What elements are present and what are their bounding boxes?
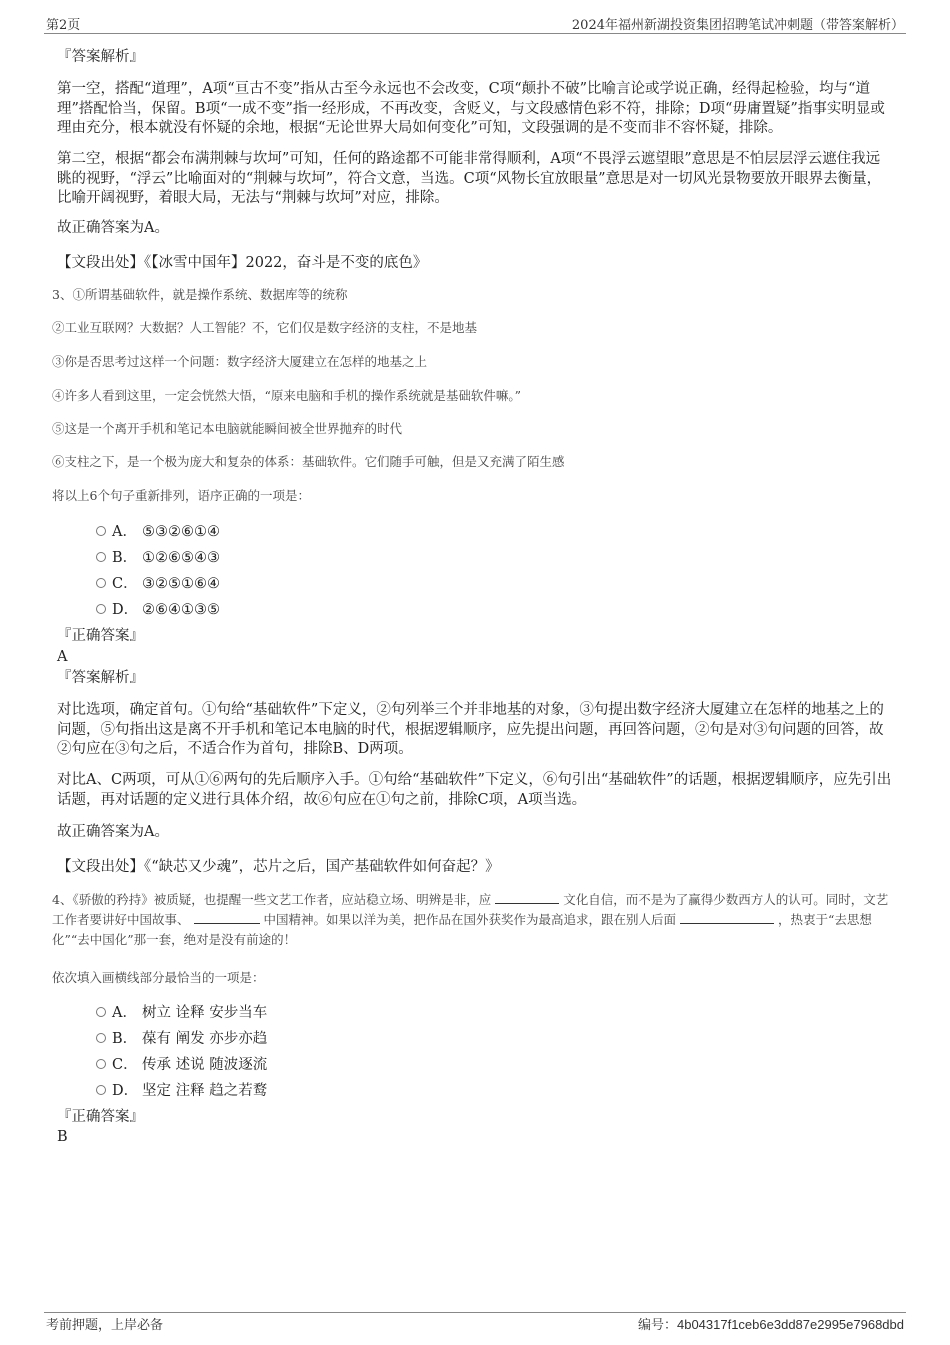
conclusion: 故正确答案为A。	[57, 220, 169, 236]
analysis-paragraph: 第一空，搭配“道理”，A项“亘古不变”指从古至今永远也不会改变，C项“颠扑不破”比喻言论或学说正确，经得起检验，均与“道理”搭配恰当，保留。B项“一成不变”指一经形成，不再改变，含贬义，与文段感情色彩不符，排除；D项“毋庸置疑”指事实明显或理由充分，根本就没有怀疑的余地，根据“无论世界大局如何变化”可知，文段强调的是不变而非不容怀疑，排除。	[57, 81, 885, 136]
option-a[interactable]: A． 树立 诠释 安步当车	[96, 1003, 267, 1023]
fill-blank	[680, 911, 774, 924]
analysis-paragraph: 第二空，根据“都会布满荆棘与坎坷”可知，任何的路途都不可能非常得顺利，A项“不畏浮云遮望眼”意思是不怕层层浮云遮住我远眺的视野，“浮云”比喻面对的“荆棘与坎坷”，符合文意，当选。C项“风物长宜放眼量”意思是对一切风光景物要放开眼界去衡量，比喻开阔视野，着眼大局，无法与“荆棘与坎坷”对应，排除。	[57, 151, 882, 206]
question-sentence: ⑤这是一个离开手机和笔记本电脑就能瞬间被全世界抛弃的时代	[52, 421, 403, 436]
radio-icon[interactable]	[96, 1033, 106, 1043]
answer-label: 『正确答案』	[57, 1109, 144, 1125]
question-stem: 4、《骄傲的矜持》被质疑，也提醒一些文艺工作者，应站稳立场、明辨是非，应 文化自信，而不是为了赢得少数西方人的认可。同时，文艺工作者要讲好中国故事、 中国精神。如果以洋为美，把作品在国外获奖作为最高追求，跟在别人后面 ，热衷于“去思想化”“去中国化”那一套，绝对是没有前途的！	[52, 892, 889, 947]
document-title: 2024年福州新湖投资集团招聘笔试冲刺题（带答案解析）	[571, 18, 904, 33]
radio-icon[interactable]	[96, 578, 106, 588]
page-number: 第2页	[46, 18, 81, 33]
question-sentence: ④许多人看到这里，一定会恍然大悟，“原来电脑和手机的操作系统就是基础软件嘛。”	[52, 388, 522, 403]
question-prompt: 将以上6个句子重新排列，语序正确的一项是：	[52, 488, 310, 503]
answer-value: B	[57, 1129, 68, 1145]
footer-slogan: 考前押题，上岸必备	[46, 1318, 164, 1333]
conclusion: 故正确答案为A。	[57, 824, 169, 840]
option-b[interactable]: B． ①②⑥⑤④③	[96, 548, 220, 568]
option-b[interactable]: B． 葆有 阐发 亦步亦趋	[96, 1029, 267, 1049]
answer-label: 『正确答案』	[57, 628, 144, 644]
option-c[interactable]: C． ③②⑤①⑥④	[96, 574, 220, 594]
option-c[interactable]: C． 传承 述说 随波逐流	[96, 1055, 267, 1075]
question-sentence: ⑥支柱之下，是一个极为庞大和复杂的体系：基础软件。它们随手可触，但是又充满了陌生感	[52, 454, 565, 469]
source-citation: 【文段出处】《“缺芯又少魂”，芯片之后，国产基础软件如何奋起？》	[57, 859, 500, 875]
analysis-paragraph: 对比A、C两项，可从①⑥两句的先后顺序入手。①句给“基础软件”下定义，⑥句引出“基础软件”的话题，根据逻辑顺序，应先引出话题，再对话题的定义进行具体介绍，故⑥句应在①句之前，排除C项，A项当选。	[57, 772, 892, 808]
footer-divider	[44, 1312, 906, 1313]
analysis-paragraph: 对比选项，确定首句。①句给“基础软件”下定义，②句列举三个并非地基的对象，③句提出数字经济大厦建立在怎样的地基之上的问题，⑤句指出这是离不开手机和笔记本电脑的时代，根据逻辑顺序，应先提出问题，再回答问题，②句是对③句问题的回答，故②句应在③句之后，不适合作为首句，排除B、D两项。	[57, 702, 884, 757]
fill-blank	[194, 911, 260, 924]
question-sentence: ②工业互联网？大数据？人工智能？不，它们仅是数字经济的支柱，不是地基	[52, 320, 478, 335]
option-d[interactable]: D． ②⑥④①③⑤	[96, 600, 220, 620]
analysis-label: 『答案解析』	[57, 49, 144, 65]
question-sentence: ③你是否思考过这样一个问题：数字经济大厦建立在怎样的地基之上	[52, 354, 428, 369]
radio-icon[interactable]	[96, 604, 106, 614]
fill-blank	[495, 891, 559, 904]
radio-icon[interactable]	[96, 552, 106, 562]
radio-icon[interactable]	[96, 1059, 106, 1069]
answer-value: A	[57, 649, 68, 665]
header-divider	[44, 33, 906, 34]
analysis-label: 『答案解析』	[57, 670, 144, 686]
footer-code: 编号：4b04317f1ceb6e3dd87e2995e7968dbd	[637, 1317, 904, 1333]
question-prompt: 依次填入画横线部分最恰当的一项是：	[52, 970, 265, 985]
option-d[interactable]: D． 坚定 注释 趋之若鹜	[96, 1081, 267, 1101]
option-a[interactable]: A． ⑤③②⑥①④	[96, 522, 220, 542]
radio-icon[interactable]	[96, 1085, 106, 1095]
radio-icon[interactable]	[96, 526, 106, 536]
radio-icon[interactable]	[96, 1007, 106, 1017]
question-sentence: 3、①所谓基础软件，就是操作系统、数据库等的统称	[52, 287, 348, 302]
source-citation: 【文段出处】《【冰雪中国年】2022，奋斗是不变的底色》	[57, 255, 428, 271]
